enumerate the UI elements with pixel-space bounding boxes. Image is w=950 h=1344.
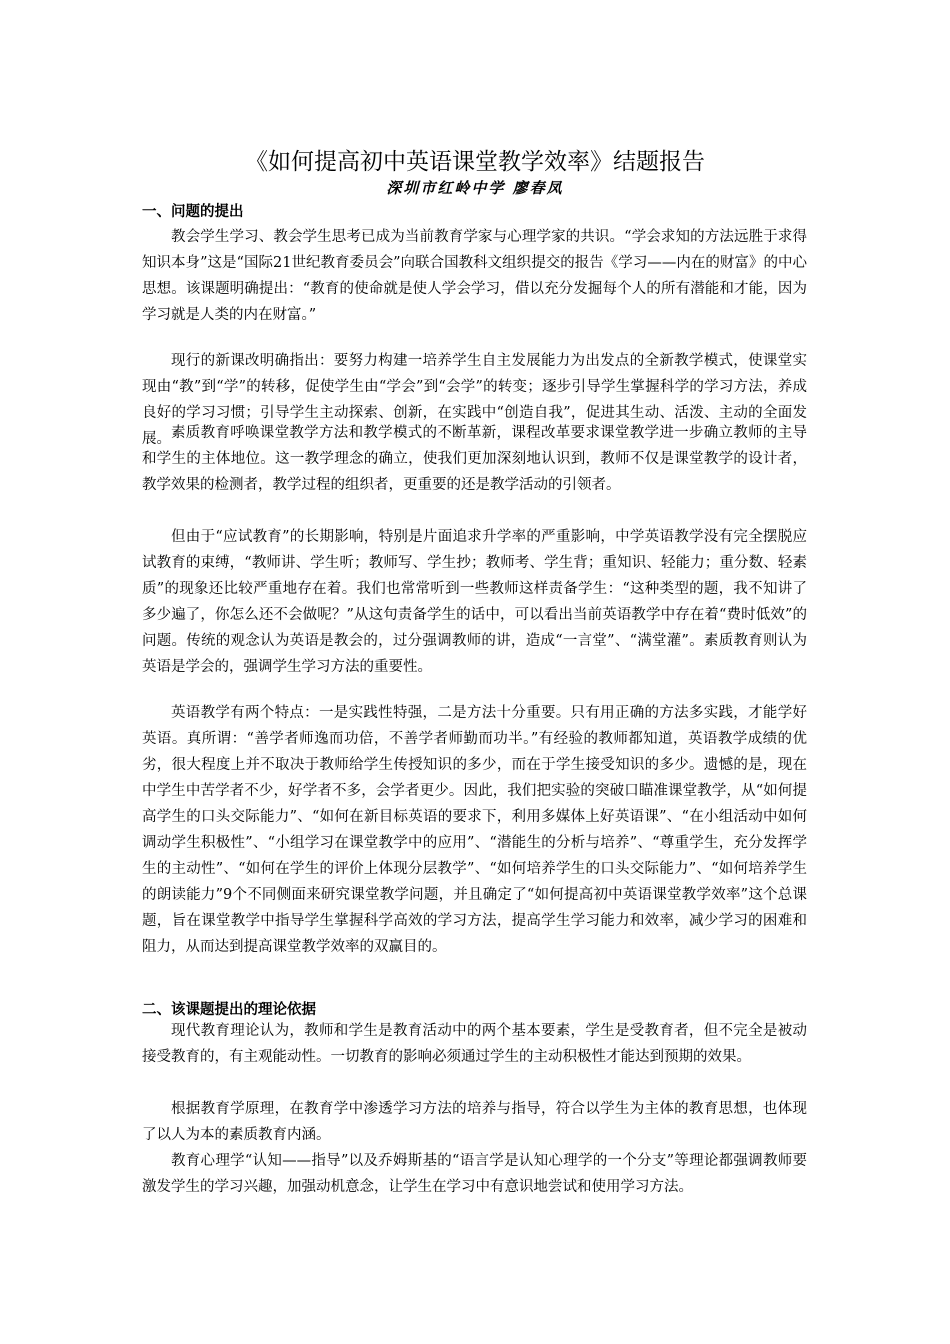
document-title: 《如何提高初中英语课堂教学效率》结题报告 bbox=[245, 149, 705, 175]
paragraph-2-3: 教育心理学“认知——指导”以及乔姆斯基的“语言学是认知心理学的一个分支”等理论都强调教师要激发学生的学习兴趣，加强动机意念，让学生在学习中有意识地尝试和使用学习方法。 bbox=[142, 1153, 807, 1195]
paragraph-2-2: 根据教育学原理，在教育学中渗透学习方法的培养与指导，符合以学生为主体的教育思想，也体现了以人为本的素质教育内涵。 bbox=[142, 1101, 807, 1143]
section-heading-1: 一、问题的提出 bbox=[142, 203, 244, 220]
paragraph-1-3: 素质教育呼唤课堂教学方法和教学模式的不断革新，课程改革要求课堂教学进一步确立教师的主导和学生的主体地位。这一教学理念的确立，使我们更加深刻地认识到，教师不仅是课堂教学的设计者，教学效果的检测者，教学过程的组织者，更重要的还是教学活动的引领者。 bbox=[142, 425, 807, 493]
paragraph-1-1: 教会学生学习、教会学生思考已成为当前教育学家与心理学家的共识。“学会求知的方法远胜于求得知识本身”这是“国际21世纪教育委员会”向联合国教科文组织提交的报告《学习——内在的财富》的中心思想。该课题明确提出：“教育的使命就是使人学会学习，借以充分发掘每个人的所有潜能和才能，因为学习就是人类的内在财富。” bbox=[142, 229, 807, 323]
paragraph-2-1: 现代教育理论认为，教师和学生是教育活动中的两个基本要素，学生是受教育者，但不完全是被动接受教育的，有主观能动性。一切教育的影响必须通过学生的主动积极性才能达到预期的效果。 bbox=[142, 1023, 807, 1065]
paragraph-1-5: 英语教学有两个特点：一是实践性特强，二是方法十分重要。只有用正确的方法多实践，才能学好英语。真所谓：“善学者师逸而功倍，不善学者师勤而功半。”有经验的教师都知道，英语教学成绩的优劣，很大程度上并不取决于教师给学生传授知识的多少，而在于学生接受知识的多少。遗憾的是，现在中学生中苦学者不少，好学者不多，会学者更少。因此，我们把实验的突破口瞄准课堂教学，从“如何提高学生的口头交际能力”、“如何在新目标英语的要求下，利用多媒体上好英语课”、“在小组活动中如何调动学生积极性”、“小组学习在课堂教学中的应用”、“潜能生的分析与培养”、“尊重学生，充分发挥学生的主动性”、“如何在学生的评价上体现分层教学”、“如何培养学生的口头交际能力”、“如何培养学生的朗读能力”9个不同侧面来研究课堂教学问题，并且确定了“如何提高初中英语课堂教学效率”这个总课题，旨在课堂教学中指导学生掌握科学高效的学习方法，提高学生学习能力和效率，减少学习的困难和阻力，从而达到提高课堂教学效率的双赢目的。 bbox=[142, 705, 807, 955]
paragraph-1-2: 现行的新课改明确指出：要努力构建一培养学生自主发展能力为出发点的全新教学模式，使课堂实现由“教”到“学”的转移，促使学生由“学会”到“会学”的转变；逐步引导学生掌握科学的学习方法，养成良好的学习习惯；引导学生主动探索、创新，在实践中“创造自我”，促进其生动、活泼、主动的全面发展。 bbox=[142, 353, 807, 447]
document-author: 深圳市红岭中学 廖春凤 bbox=[386, 179, 564, 197]
section-heading-2: 二、该课题提出的理论依据 bbox=[142, 1001, 316, 1018]
paragraph-1-4: 但由于“应试教育”的长期影响，特别是片面追求升学率的严重影响，中学英语教学没有完全摆脱应试教育的束缚，“教师讲、学生听；教师写、学生抄；教师考、学生背；重知识、轻能力；重分数、轻素质”的现象还比较严重地存在着。我们也常常听到一些教师这样责备学生：“这种类型的题，我不知讲了多少遍了，你怎么还不会做呢？”从这句责备学生的话中，可以看出当前英语教学中存在着“费时低效”的问题。传统的观念认为英语是教会的，过分强调教师的讲，造成“一言堂”、“满堂灌”。素质教育则认为英语是学会的，强调学生学习方法的重要性。 bbox=[142, 529, 807, 675]
